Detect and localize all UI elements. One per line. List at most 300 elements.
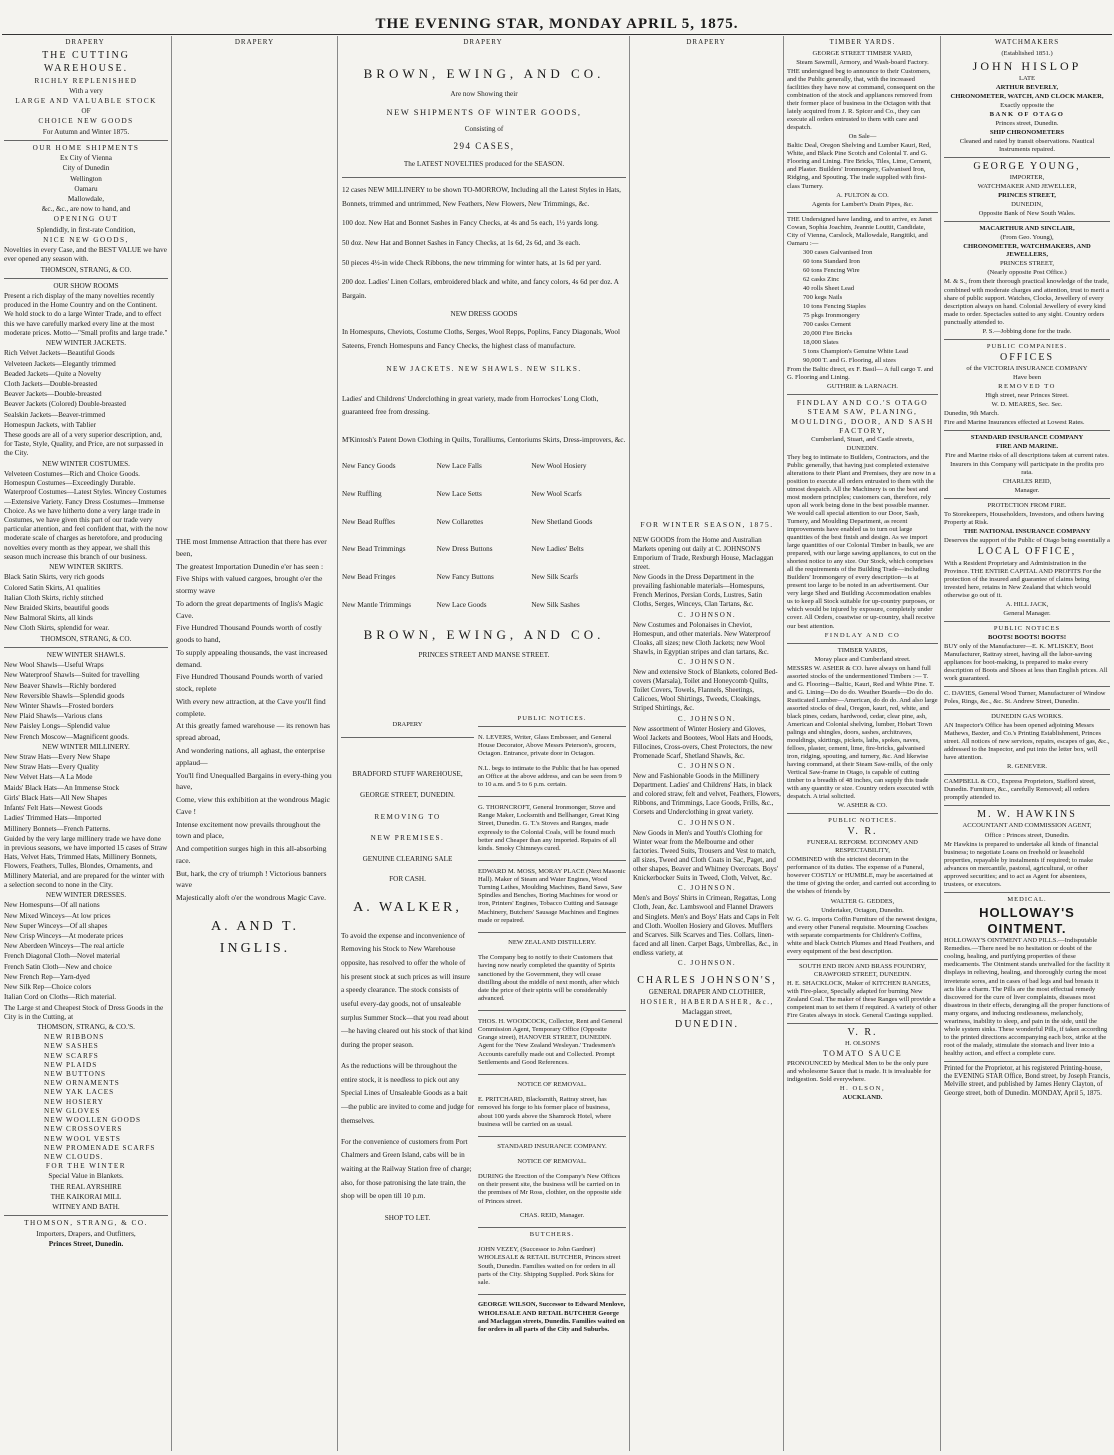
ad-line: OF bbox=[81, 107, 91, 116]
list-item: Beaver Jackets (Colored) Double-breasted bbox=[4, 400, 126, 409]
list-item: 20,000 Fire Bricks bbox=[803, 330, 853, 337]
ad-paragraph: 200 doz. Ladies' Linen Collars, embroidered black and white, and fancy colors, 4s 6d per doz. A Bargain. bbox=[342, 278, 619, 300]
masthead: THE EVENING STAR, MONDAY APRIL 5, 1875. bbox=[375, 16, 739, 32]
divider bbox=[944, 221, 1110, 222]
list-item: Oamaru bbox=[74, 184, 98, 193]
ad-paragraph: With a Resident Proprietary and Administration in the Province. THE ENTIRE CAPITAL AND PROFITS For the protection of the insured and guarantee of claims being invested here, retains in New Zealand that which would otherwise go out of it. bbox=[944, 559, 1102, 599]
ad-line: ARTHUR BEVERLY, bbox=[995, 83, 1059, 91]
divider bbox=[478, 1074, 626, 1075]
ad-title: FUNERAL REFORM. ECONOMY AND RESPECTABILITY, bbox=[807, 839, 918, 855]
poem-line: But, hark, the cry of triumph ! Victorious banners wave bbox=[176, 868, 327, 890]
firm-name: C. JOHNSON. bbox=[677, 958, 737, 967]
ad-title: GEORGE STREET TIMBER YARD, bbox=[812, 50, 913, 57]
list-item: NEW RIBBONS bbox=[44, 1033, 105, 1042]
firm-name: MACARTHUR AND SINCLAIR, bbox=[979, 225, 1075, 233]
list-item: Infants' Felt Hats—Newest Goods bbox=[4, 804, 103, 813]
column-johnson bbox=[633, 520, 781, 1420]
ad-paragraph: H. E. SHACKLOCK, Maker of KITCHEN RANGES, with Fire-place, Specially adapted for burning New Zealand Coal. The maker of these Ranges will provide a competent man to set them if required. A variety of other Fire Grates always in stock. General Castings supplied. bbox=[787, 979, 937, 1019]
list-item: Millinery Bonnets—French Patterns. bbox=[4, 824, 111, 833]
notice-wilson: GEORGE WILSON, Successor to Edward Menlove, WHOLESALE AND RETAIL BUTCHER George and Maclaggan streets, Dunedin. Families waited on for orders in all parts of the City and Suburbs. bbox=[478, 1301, 626, 1334]
list-item: Cloth Jackets—Double-breasted bbox=[4, 379, 98, 388]
ad-paragraph: CAMPBELL & CO., Express Proprietors, Stafford street, Dunedin. Furniture, &c., carefully Removed; all orders promptly attended to. bbox=[944, 778, 1096, 802]
address: DUNEDIN, bbox=[1011, 201, 1043, 209]
section-head: PUBLIC COMPANIES. bbox=[986, 342, 1068, 350]
list-item: New Waterproof Shawls—Suited for travelling bbox=[4, 671, 140, 680]
address: Moray place and Cumberland street. bbox=[814, 655, 911, 663]
poem-line: And competition surges high in this all-absorbing race. bbox=[176, 844, 327, 865]
ad-paragraph: C. DAVIES, General Wood Turner, Manufacturer of Window Poles, Rings, &c., &c. St. Andrew Street, Dunedin. bbox=[944, 689, 1106, 705]
ad-paragraph: HOLLOWAY'S OINTMENT AND PILLS.—Indisputable Remedies.—There need be no hesitation or doubt of the cooling, healing, and purifying properties of these medicaments. The Ointment stands unrivalled for the facility it displays in relieving, healing, and thoroughly curing the most inveterate sores, and in cases of bad legs and bad breasts it acts like a charm. The Pills are the most effectual remedy discovered for the cure of liver complaints, diseases most disastrous in their effects, deranging all the proper functions of many organs, and inducing restlessness, melancholy, weariness, inability to sleep, and pain in the side, until the whole system sinks. These wonderful Pills, if taken according to the printed directions accompanying each box, strike at the root of the malady, stimulate the stomach and liver into a healthy action, and effect a complete cure. bbox=[944, 937, 1110, 1057]
poem-line: To supply appealing thousands, the vast increased demand. bbox=[176, 647, 328, 669]
ad-line: FOR CASH. bbox=[389, 875, 426, 884]
grid-item: New Lace Falls bbox=[436, 462, 482, 471]
section-head: PUBLIC NOTICES bbox=[993, 624, 1061, 632]
divider bbox=[944, 498, 1110, 499]
notice-heading: NEW ZEALAND DISTILLERY. bbox=[508, 939, 596, 947]
list-item: New Mixed Winceys—At low prices bbox=[4, 911, 111, 920]
column-inglis bbox=[176, 536, 334, 976]
list-item: 700 kegs Nails bbox=[803, 293, 843, 301]
ad-paragraph: From the Baltic direct, ex F. Basil— A full cargo T. and G. Flooring and Lining. bbox=[787, 366, 934, 382]
divider bbox=[4, 647, 168, 648]
divider bbox=[478, 796, 626, 797]
divider bbox=[944, 805, 1110, 806]
brown-ewing-ad bbox=[342, 56, 626, 696]
divider bbox=[4, 1215, 168, 1216]
notice-heading: NOTICE OF REMOVAL. bbox=[517, 1158, 587, 1166]
list-item: Homespun Jackets, with Tablier bbox=[4, 420, 96, 429]
notice-signature: CHAS. REID, Manager. bbox=[519, 1212, 585, 1220]
list-item: Black Satin Skirts, very rich goods bbox=[4, 573, 105, 582]
list-item: 60 tons Fencing Wire bbox=[803, 266, 860, 274]
firm-name: M. W. HAWKINS bbox=[977, 809, 1077, 821]
notice-heading: STANDARD INSURANCE COMPANY. bbox=[497, 1143, 607, 1151]
divider bbox=[944, 709, 1110, 710]
divider bbox=[478, 1294, 626, 1295]
ad-title: OFFICES bbox=[999, 351, 1054, 363]
grid-item: New Ladies' Belts bbox=[531, 545, 584, 554]
list-item: Velveteen Jackets—Elegantly trimmed bbox=[4, 359, 116, 368]
imprint: Printed for the Proprietor, at his registered Printing-house, the EVENING STAR Office, Bond street, by Joseph Francis, Melville street, and published by James Henry Clayton, of George street, both of Dunedin. MONDAY, April 5, 1875. bbox=[944, 1064, 1110, 1097]
ad-line: &c., &c., are now to hand, and bbox=[41, 205, 131, 214]
ad-paragraph: 100 doz. New Hat and Bonnet Sashes in Fancy Checks, at 4s and 5s each, 1½ yards long. bbox=[342, 219, 599, 228]
ad-line: On Sale— bbox=[848, 133, 877, 141]
ad-paragraph: THE Undersigned have landing, and to arrive, ex Janet Cowan, Sophia Joachim, Jeannie Louttit, Candidate, City of Vienna, Carslock, Mallowdale, Rangitiki, and Oamaru :— bbox=[787, 215, 933, 247]
ad-line: NICE NEW GOODS, bbox=[43, 235, 129, 244]
ad-line: Splendidly, in first-rate Condition, bbox=[36, 225, 136, 234]
ad-paragraph: Baltic Deal, Oregon Shelving and Lumber Kauri, Red, White, and Black Pine Scotch and Colonial T. and G. Flooring and Lining. Fire Bricks, Tiles, Lime, Cement, and Plaster. Builders' Ironmongery, Galvanised Iron, Ridging, and Spouting. The trade supplied with first-class Turnery. bbox=[787, 142, 932, 190]
address: Opposite Bank of New South Wales. bbox=[978, 210, 1076, 218]
ad-title: THE NATIONAL INSURANCE COMPANY bbox=[963, 528, 1091, 536]
list-item: NEW GLOVES bbox=[44, 1106, 101, 1115]
address: Office : Princes street, Dunedin. bbox=[984, 831, 1070, 839]
address: Princes street, Dunedin. bbox=[995, 119, 1059, 127]
poem-line: THE most Immense Attraction that there has ever been, bbox=[176, 537, 327, 558]
list-item: New Aberdeen Winceys—The real article bbox=[4, 942, 125, 951]
firm-name: THOMSON, STRANG, & CO.'S. bbox=[37, 1022, 135, 1031]
ad-paragraph: New Costumes and Polonaises in Cheviot, Homespun, and other materials. New Waterproof Cloaks, all sizes; new Cloth Jackets; new Wool Shawls, in Egyptian stripes and clan tartans, &c. bbox=[633, 620, 771, 656]
ad-line: CHOICE NEW GOODS bbox=[38, 117, 134, 126]
address: Princes Street, Dunedin. bbox=[48, 1239, 124, 1248]
address: GEORGE STREET, DUNEDIN. bbox=[360, 791, 455, 800]
ad-paragraph: NEW GOODS from the Home and Australian Markets opening out daily at C. JOHNSON'S Emporium of Trade, Rexburgh House, Maclaggan street. bbox=[633, 535, 774, 572]
list-item: New Super Winceys—Of all shapes bbox=[4, 921, 108, 930]
list-item: NEW PLAIDS bbox=[44, 1060, 98, 1069]
list-item: Mallowdale, bbox=[67, 195, 105, 203]
list-item: Colored Satin Skirts, A1 qualities bbox=[4, 583, 101, 592]
firm-name: C. JOHNSON. bbox=[677, 884, 737, 893]
address: PRINCES STREET, bbox=[999, 260, 1055, 268]
list-item: New French Rep—Yarn-dyed bbox=[4, 972, 90, 981]
address: (Nearly opposite Post Office.) bbox=[987, 269, 1067, 277]
list-item: Girls' Black Hats—All New Shapes bbox=[4, 793, 108, 802]
ad-paragraph: New assortment of Winter Hosiery and Gloves, Wool Jackets and Bootees, Wool Hats and Hoods, Fillocines, Cross-overs, Chest Protectors, the new Promenade Scarf, Shetland Shawls, &c. bbox=[633, 724, 773, 760]
firm-name: GUTHRIE & LARNACH. bbox=[827, 383, 898, 391]
ad-line: NEW PREMISES. bbox=[370, 833, 445, 842]
column-head-1: DRAPERY bbox=[65, 38, 105, 46]
list-item: 5 tons Champion's Genuine White Lead bbox=[803, 348, 909, 356]
ad-line: (Established 1851.) bbox=[1001, 50, 1053, 57]
ad-line: LOCAL OFFICE, bbox=[977, 546, 1077, 558]
firm-name: R. GENEVER. bbox=[1006, 763, 1048, 771]
grid-item: New Lace Goods bbox=[436, 600, 487, 609]
grid-item: New Bead Fringes bbox=[342, 573, 396, 582]
list-item: Sealskin Jackets—Beaver-trimmed bbox=[4, 410, 106, 419]
notice-levers: N. LEVERS, Writer, Glass Embosser, and General House Decorator, Above Messrs Peterson's, grocers, Octagon. Entrance, private door in Octagon. bbox=[478, 733, 616, 758]
section-heading: NEW WINTER SHAWLS. bbox=[46, 650, 126, 659]
poem-line: At this greatly famed warehouse — its renown has spread abroad, bbox=[176, 721, 330, 743]
notice-pritchard: E. PRITCHARD, Blacksmith, Rattray street, has removed his forge to his former place of business, about 100 yards above the Shamrock Hotel, where business will be carried on as usual. bbox=[478, 1096, 612, 1128]
divider bbox=[787, 212, 938, 213]
ad-paragraph: New Goods in Men's and Youth's Clothing for Winter wear from the Melbourne and other factories. Tweed Suits, Trousers and Vest to match, all sizes, Tweed and Cloth Coats in Sac, Paget, and other shapes, Beaver and Whitney Overcoats. Boys' Knickerbocker Suits in Tweed, Cloth, Velvet, &c. bbox=[633, 828, 778, 883]
section-heading: NEW WINTER COSTUMES. bbox=[42, 459, 130, 468]
ad-line: SHOP TO LET. bbox=[384, 1213, 431, 1222]
address: AUCKLAND. bbox=[842, 1094, 883, 1102]
list-item: New Beaver Shawls—Richly bordered bbox=[4, 681, 116, 690]
ad-paragraph: BUY only of the Manufacturer—E. K. M'LISKEY, Boot Manufacturer, Rattray street, having all the labor-saving appliances for boot-making, is prepared to make every description of Boots and Shoes at less than English prices. All work guaranteed. bbox=[944, 642, 1108, 682]
ad-paragraph: M'Kintosh's Patent Down Clothing in Quilts, Toralliums, Centoriums Skirts, Dress-improvers, &c. bbox=[342, 436, 626, 445]
notice-paragraph: N.L. begs to intimate to the Public that he has opened an Office at the above address, and can be seen from 9 to 10 a.m. and 5 to 6 p.m. certain. bbox=[478, 765, 622, 789]
notice-moss: EDWARD M. MOSS, MORAY PLACE (Next Masonic Hall). Maker of Steam and Water Engines, Wood Turning Lathes, Moulding Machines, Band Saws, Saw Spindles and Benches, Boring Machines for wood or iron, Printers' Engines, Tobacco Cutting and Sausage Machinery, Butchers' Sausage Machines and Engines made or repaired. bbox=[478, 867, 626, 924]
section-heading: NEW DRESS GOODS bbox=[450, 309, 518, 318]
list-item: New Braided Skirts, beautiful goods bbox=[4, 603, 109, 612]
ad-paragraph: For the convenience of customers from Port Chalmers and Green Island, cabs will be in waiting at the Railway Station free of charge; also, for those patronising the late train, the shop will be open till 10 p.m. bbox=[341, 1137, 472, 1201]
list-item: New Silk Rep—Choice colors bbox=[4, 983, 92, 992]
divider bbox=[478, 1010, 626, 1011]
firm-name: C. JOHNSON. bbox=[677, 762, 737, 770]
divider bbox=[787, 813, 938, 814]
ad-line: General Manager. bbox=[1003, 609, 1051, 617]
section-heading: NEW WINTER SKIRTS. bbox=[49, 563, 123, 572]
ad-line: CHRONOMETER, WATCHMAKERS, AND JEWELLERS, bbox=[963, 243, 1091, 259]
ad-paragraph: M. & S., from their thorough practical knowledge of the trade, combined with moderate charges and attention, trust to merit a share of public support. Watches, Clocks, Jewellery of every description always on hand. Colonial Jewellery of every kind made to order. Spectacles suited to any sight. Country orders punctually attended to. bbox=[944, 278, 1110, 326]
address: Cumberland, Stuart, and Castle streets, bbox=[811, 435, 914, 443]
firm-name: H. OLSON'S bbox=[845, 1040, 880, 1048]
divider bbox=[944, 686, 1110, 687]
address: High street, near Princes Street. bbox=[985, 391, 1069, 399]
list-item: New Reversible Shawls—Splendid goods bbox=[4, 691, 125, 700]
grid-item: New Mantle Trimmings bbox=[342, 600, 412, 609]
ad-line: BANK OF OTAGO bbox=[989, 110, 1065, 118]
list-item: 40 rolls Sheet Lead bbox=[803, 284, 855, 292]
divider bbox=[341, 737, 474, 738]
ad-line: HOSIER, HABERDASHER, &c., bbox=[640, 998, 774, 1007]
masthead-rule bbox=[2, 34, 1112, 35]
ad-paragraph: PRONOUNCED by Medical Men to be the only pure and wholesome Sauce that is made. It is invaluable for indigestion. Sold everywhere. bbox=[787, 1059, 931, 1083]
notice-paragraph: DURING the Erection of the Company's New Offices on their present site, the business will be carried on in the premises of Mr Ross, clothier, on the opposite side of Princes street. bbox=[478, 1172, 622, 1205]
list-item: New Balmoral Skirts, all kinds bbox=[4, 614, 93, 623]
poem-line: Come, view this exhibition at the wondrous Magic Cave ! bbox=[176, 795, 330, 816]
ad-title: PROTECTION FROM FIRE. bbox=[987, 502, 1067, 510]
section-head: PUBLIC NOTICES. bbox=[828, 817, 897, 825]
grid-item: New Ruffling bbox=[342, 489, 382, 498]
column-watchmakers bbox=[944, 50, 1110, 1450]
divider bbox=[478, 1136, 626, 1137]
grid-item: New Collarettes bbox=[436, 517, 484, 526]
list-item: NEW BUTTONS bbox=[44, 1070, 107, 1079]
ad-line: Agents for Lambert's Drain Pipes, &c. bbox=[811, 200, 914, 208]
section-heading: NEW WINTER MILLINERY. bbox=[42, 742, 130, 751]
list-item: NEW SASHES bbox=[44, 1042, 99, 1051]
ad-title: BROWN, EWING, AND CO. bbox=[363, 66, 605, 81]
ad-line: WATCHMAKER AND JEWELLER, bbox=[977, 183, 1077, 191]
column-divider bbox=[629, 36, 630, 1451]
list-item: NEW CROSSOVERS bbox=[44, 1125, 123, 1134]
grid-item: New Lace Setts bbox=[436, 489, 482, 498]
address: Maclaggan street, bbox=[682, 1008, 732, 1017]
firm-name: CHARLES JOHNSON'S, bbox=[637, 975, 777, 987]
ad-paragraph: New and Fashionable Goods in the Millinery Department. Ladies' and Childrens' Hats, in black and colored straw, felt and velvet, Feathers, Flowers, Ribbons, and Trimmings, Lace Goods, Frills, &c., Corsets and Underclothing in great variety. bbox=[633, 772, 781, 817]
ad-paragraph: New Goods in the Dress Department in the prevailing fashionable materials—Homespuns, French Merinos, Persian Cords, Lustres, Satin Cloths, Serges, Winceys, Clan Tartans, &c. bbox=[633, 573, 765, 609]
ad-paragraph: 50 pieces 4½-in wide Check Ribbons, the new trimming for winter hats, at 1s 6d per yard. bbox=[342, 258, 602, 267]
list-item: WITNEY AND BATH. bbox=[52, 1203, 120, 1212]
grid-item: New Dress Buttons bbox=[436, 545, 493, 554]
column-public-notices bbox=[478, 712, 626, 1412]
firm-name: WALTER G. GEDDES, bbox=[830, 897, 895, 905]
poem-line: Intense excitement now prevails throughout the town and place, bbox=[176, 819, 321, 841]
section-head: MEDICAL. bbox=[1007, 895, 1047, 903]
divider bbox=[787, 1023, 938, 1024]
sundries-list bbox=[44, 1033, 168, 1162]
firm-name: A. FULTON & CO. bbox=[836, 191, 889, 199]
ad-line: To Storekeepers, Householders, Investors, and others having Property at Risk. bbox=[944, 511, 1104, 527]
list-item: City of Dunedin bbox=[62, 164, 110, 173]
column-divider bbox=[337, 36, 338, 1451]
column-divider bbox=[783, 36, 784, 1451]
grid-item: New Bead Ruffles bbox=[342, 517, 395, 526]
ad-paragraph: They beg to intimate to Builders, Contractors, and the Public generally, that having just completed extensive alterations to their Plant and Premises, they are now in a position to execute all orders entrusted to them with the utmost despatch. All the Machinery is on the best and most modern principles; customers can, therefore, rely upon all work being done in the best possible manner. We would call special attention to our Door, Sash, Turnery, and Moulding Department, as recent improvements have enabled us to turn out large quantities of the best finish and design. As we import large quantities of our Colonial Timber in baulk, we are prepared, with our large sawing appliances, to cut on the shortest notice to any size. Our Stock, which comprises all the requirements of the Building Trade—including Builders' Ironmongery of every description—is at present too large to be noted in an advertisement. Our very large Shed and Building Accommodation enables us to keep all Stock suitable for up-country purposes, or which would be injured by exposure, completely under cover. All Orders, coastwise or up-country, shall receive our best attention. bbox=[787, 453, 937, 630]
list-item: THE KAIKORAI MILL bbox=[50, 1192, 122, 1201]
ad-title: FOR WINTER SEASON, 1875. bbox=[640, 520, 774, 529]
grid-item: New Silk Sashes bbox=[531, 600, 580, 609]
list-item: New Velvet Hats—A La Mode bbox=[4, 773, 93, 782]
firm-name: C. JOHNSON. bbox=[677, 714, 737, 723]
ad-line: The LATEST NOVELTIES produced for the SEASON. bbox=[403, 160, 565, 169]
list-item: 300 cases Galvanised Iron bbox=[803, 248, 873, 256]
ad-line: LARGE AND VALUABLE STOCK bbox=[15, 97, 157, 106]
firm-name: THOMSON, STRANG, & CO. bbox=[24, 1219, 148, 1228]
list-item: NEW YAK LACES bbox=[44, 1088, 115, 1097]
ad-paragraph: Mr Hawkins is prepared to undertake all kinds of financial business; to negotiate Loans on freehold or leasehold properties, repayable by instalments if required; to make advances on mercantile, pastoral, agricultural, or other approved securities; and to act as Agent for absentees, trustees, or executors. bbox=[944, 840, 1099, 888]
divider bbox=[944, 339, 1110, 340]
ad-line: REMOVED TO bbox=[998, 382, 1056, 390]
ad-paragraph: Men's and Boys' Shirts in Crimean, Regattas, Long Cloth, Jean, &c. Lambswool and Flannel Drawers and Singlets. Men's and Boys' Hats and Caps in Felt and Cloth. Woollen Hosiery and Gloves. Mufflers and Scarves. Silk Scarves and Ties. Collars, linen-faced and all linen. Carpet Bags, Umbrellas, &c., in endless variety, at bbox=[633, 894, 780, 957]
firm-name: JOHN HISLOP bbox=[972, 59, 1082, 74]
ad-paragraph: As the reductions will be throughout the entire stock, it is needless to pick out any Special Lines of Unsaleable Goods as a bait —the public are invited to come and judge for themselves. bbox=[341, 1061, 474, 1125]
list-item: Beaver Jackets—Double-breasted bbox=[4, 390, 102, 399]
ad-line: REMOVING TO bbox=[374, 812, 441, 821]
address: PRINCES STREET AND MANSE STREET. bbox=[418, 651, 550, 660]
address: DUNEDIN. bbox=[674, 1019, 740, 1031]
list-item: THE REAL AYRSHIRE bbox=[50, 1182, 122, 1191]
list-item: New Winter Shawls—Frosted borders bbox=[4, 701, 114, 710]
poem-line: Five Ships with valued cargoes, brought o'er the stormy wave bbox=[176, 574, 323, 596]
ad-line: Deserves the support of the Public of Otago being essentially a bbox=[944, 537, 1110, 545]
ad-paragraph: 12 cases NEW MILLINERY to be shown TO-MORROW, Including all the Latest Styles in Hats, Bonnets, trimmed and untrimmed, New Feathers, New Flowers, New Trimmings, &c. bbox=[342, 185, 621, 208]
ad-line: OPENING OUT bbox=[53, 215, 119, 224]
ad-line: GENUINE CLEARING SALE bbox=[362, 854, 453, 863]
poem-line: Five Hundred Thousand Pounds worth of varied stock, replete bbox=[176, 672, 323, 694]
ad-paragraph: In Homespuns, Cheviots, Costume Cloths, Serges, Wool Repps, Poplins, Fancy Diagonals, Wool Sateens, French Homespuns and Fancy Checks, the highest class of manufacture. bbox=[342, 328, 620, 350]
divider bbox=[478, 860, 626, 861]
section-head: DRAPERY bbox=[392, 720, 423, 728]
list-item: Ladies' Trimmed Hats—Imported bbox=[4, 814, 102, 823]
column-head-6: WATCHMAKERS bbox=[994, 38, 1060, 46]
section-heading: NEW WINTER DRESSES. bbox=[45, 891, 127, 900]
grid-item: New Shetland Goods bbox=[531, 517, 593, 526]
ad-line: Fire and Marine Insurances effected at Lowest Rates. bbox=[944, 418, 1085, 426]
ad-line: IMPORTER, bbox=[1009, 174, 1045, 182]
skirt-list bbox=[4, 573, 168, 633]
firm-name: W. D. MEARES, Sec. Sec. bbox=[991, 400, 1063, 408]
ad-line: Steam Sawmill, Armory, and Wash-board Factory. bbox=[796, 59, 929, 67]
firm-name: W. ASHER & CO. bbox=[837, 802, 888, 810]
ad-paragraph: THE undersigned beg to announce to their Customers, and the Public generally, that, with the increased facilities they have now at command, consequent on the combination of the stock and appliances removed from their former place of business in the Octagon with that lately acquired from J. R. Spicer and Co., they can execute all orders entrusted to them with care and despatch. bbox=[787, 68, 935, 132]
ad-line: 294 CASES, bbox=[453, 141, 515, 152]
grid-item: New Silk Scarfs bbox=[531, 573, 579, 582]
ad-paragraph: W. G. G. imports Coffin Furniture of the newest designs, and every other Funeral requisite. Mourning Coaches with separate compartments for Children's Coffins, white and black Ostrich Plumes and Head Feathers, and every equipment of the best description. bbox=[787, 915, 937, 955]
list-item: NEW ORNAMENTS bbox=[44, 1079, 120, 1088]
grid-item: New Wool Scarfs bbox=[531, 489, 582, 498]
ad-paragraph: COMBINED with the strictest decorum in the performance of its duties. The expense of a Funeral, however COSTLY or HUMBLE, may be ascertained at the time of giving the order, and carried out according to the wishes of friends by bbox=[787, 856, 937, 896]
ad-title: FINDLAY AND CO.'S OTAGO STEAM SAW, PLANING, MOULDING, DOOR, AND SASH FACTORY, bbox=[791, 398, 934, 435]
ad-paragraph: Novelties in every Case, and the BEST VALUE we have ever opened any season with. bbox=[4, 246, 167, 264]
list-item: Rich Velvet Jackets—Beautiful Goods bbox=[4, 349, 115, 358]
ad-paragraph: These goods are all of a very superior description, and, for Taste, Style, Quality, and Price, are not surpassed in the City. bbox=[4, 431, 164, 458]
divider bbox=[478, 932, 626, 933]
crest-caption: V. R. bbox=[847, 826, 878, 838]
ad-paragraph: New and extensive Stock of Blankets, colored Bed-covers (Marsala), Toilet and Honeycomb Quilts, Toilet Covers, Towels, Flannels, Sheetings, Calicoes, Wool Shirtings, Tweeds, Cloakings, Striped Shirtings, &c. bbox=[633, 668, 778, 713]
shawl-list bbox=[4, 661, 168, 742]
divider bbox=[944, 892, 1110, 893]
ad-title: BOOTS! BOOTS! BOOTS! bbox=[987, 633, 1067, 641]
list-item: Beaded Jackets—Quite a Novelty bbox=[4, 369, 102, 378]
ad-title: TIMBER YARDS, bbox=[837, 646, 888, 654]
grid-item: New Fancy Goods bbox=[342, 462, 396, 471]
divider bbox=[944, 774, 1110, 775]
ad-line: Dunedin, 9th March. bbox=[944, 409, 999, 417]
firm-name: CHARLES REID, bbox=[1002, 478, 1052, 486]
ad-paragraph: Present a rich display of the many novelties recently produced in the Home Country and on the Continent. We hold stock to do a large Winter Trade, and to effect this we have carefully marked every line at the most moderate prices. Motto—"Small profits and large trade." bbox=[4, 291, 168, 337]
grid-item: New Bead Trimmings bbox=[342, 545, 406, 554]
list-item: NEW SCARFS bbox=[44, 1051, 99, 1060]
poem-line: And wondering nations, all aghast, the enterprise applaud— bbox=[176, 746, 325, 767]
firm-name: A. WALKER, bbox=[353, 900, 462, 916]
divider bbox=[944, 621, 1110, 622]
list-item: New Paisley Longs—Splendid value bbox=[4, 722, 111, 731]
ad-line: LATE bbox=[1018, 74, 1036, 82]
notice-vezey: JOHN VEZEY, (Successor to John Gardner) WHOLESALE & RETAIL BUTCHER, Princes street South, Dunedin. Families waited on for orders in all parts of the City. Shipping Supplied. Pork Skins for sale. bbox=[478, 1246, 621, 1286]
column-divider bbox=[940, 36, 941, 1451]
divider bbox=[787, 643, 938, 644]
list-item: New Cloth Skirts, splendid for wear. bbox=[4, 624, 110, 633]
list-item: 18,000 Slates bbox=[803, 339, 839, 347]
ad-line: NEW JACKETS. NEW SHAWLS. NEW SILKS. bbox=[386, 365, 582, 374]
ad-line: CHRONOMETER, WATCH, AND CLOCK MAKER, bbox=[950, 92, 1104, 100]
divider bbox=[478, 726, 626, 727]
ad-line: With a very bbox=[69, 86, 103, 95]
list-item: NEW PROMENADE SCARFS bbox=[44, 1143, 156, 1152]
divider bbox=[342, 177, 626, 178]
ad-line: Have been bbox=[1012, 373, 1041, 381]
divider bbox=[787, 394, 938, 395]
section-head: PUBLIC NOTICES. bbox=[517, 715, 587, 722]
firm-name: C. JOHNSON. bbox=[677, 818, 737, 827]
list-item: New Homespuns—Of all nations bbox=[4, 901, 100, 910]
firm-name: H. OLSON, bbox=[839, 1085, 886, 1093]
list-item: New Crisp Winceys—At moderate prices bbox=[4, 931, 124, 940]
grid-item: New Fancy Buttons bbox=[436, 573, 494, 582]
poem-line: You'll find Unequalled Bargains in every-thing you have, bbox=[176, 770, 332, 792]
column-walker bbox=[341, 712, 474, 1412]
divider bbox=[944, 1061, 1110, 1062]
divider bbox=[944, 430, 1110, 431]
divider bbox=[4, 278, 168, 279]
ad-title: HOLLOWAY'S OINTMENT. bbox=[979, 904, 1075, 936]
ad-line: For Autumn and Winter 1875. bbox=[42, 127, 130, 136]
ad-paragraph: The Large st and Cheapest Stock of Dress Goods in the City is in the Cutting, at bbox=[4, 1003, 164, 1021]
ad-line: Importers, Drapers, and Outfitters, bbox=[36, 1229, 136, 1238]
poem-line: The greatest Importation Dunedin e'er has seen : bbox=[176, 561, 324, 571]
grid-item: New Wool Hosiery bbox=[531, 462, 587, 471]
column-thomson-strang bbox=[4, 50, 168, 1450]
ad-line: FIRE AND MARINE. bbox=[995, 443, 1059, 451]
list-item: 10 tons Fencing Staples bbox=[803, 302, 866, 310]
poem-line: To adorn the great departments of Inglis's Magic Cave. bbox=[176, 598, 324, 620]
poem-line: Five Hundred Thousand Pounds worth of costly goods to hand, bbox=[176, 623, 322, 645]
ad-title: BRADFORD STUFF WAREHOUSE, bbox=[352, 770, 463, 779]
section-heading: OUR SHOW ROOMS bbox=[53, 281, 119, 290]
ship-list bbox=[4, 154, 168, 204]
column-timber bbox=[787, 50, 938, 1450]
jacket-list bbox=[4, 349, 168, 430]
list-item: 700 casks Cement bbox=[803, 320, 851, 328]
poem-line: Majestically aloft o'er the wondrous Magic Cave. bbox=[176, 893, 327, 903]
ad-paragraph: Ladies' and Childrens' Underclothing in great variety, made from Horrockes' Long Cloth, guaranteed free from dressing. bbox=[342, 394, 599, 417]
address: Undertaker, Octagon, Dunedin. bbox=[821, 906, 904, 914]
inglis-poem bbox=[176, 536, 334, 904]
list-item: Ex City of Vienna bbox=[60, 154, 112, 163]
firm-name: GEORGE YOUNG, bbox=[973, 160, 1081, 172]
list-item: New Wool Shawls—Useful Wraps bbox=[4, 661, 104, 670]
list-item: New Plaid Shawls—Various clans bbox=[4, 712, 103, 721]
list-item: French Diagonal Cloth—Novel material bbox=[4, 952, 120, 961]
column-head-3: DRAPERY bbox=[463, 38, 503, 46]
crest-caption: V. R. bbox=[847, 1026, 878, 1038]
ad-title: STANDARD INSURANCE COMPANY bbox=[970, 434, 1084, 442]
column-head-4: DRAPERY bbox=[686, 38, 726, 46]
divider bbox=[787, 959, 938, 960]
